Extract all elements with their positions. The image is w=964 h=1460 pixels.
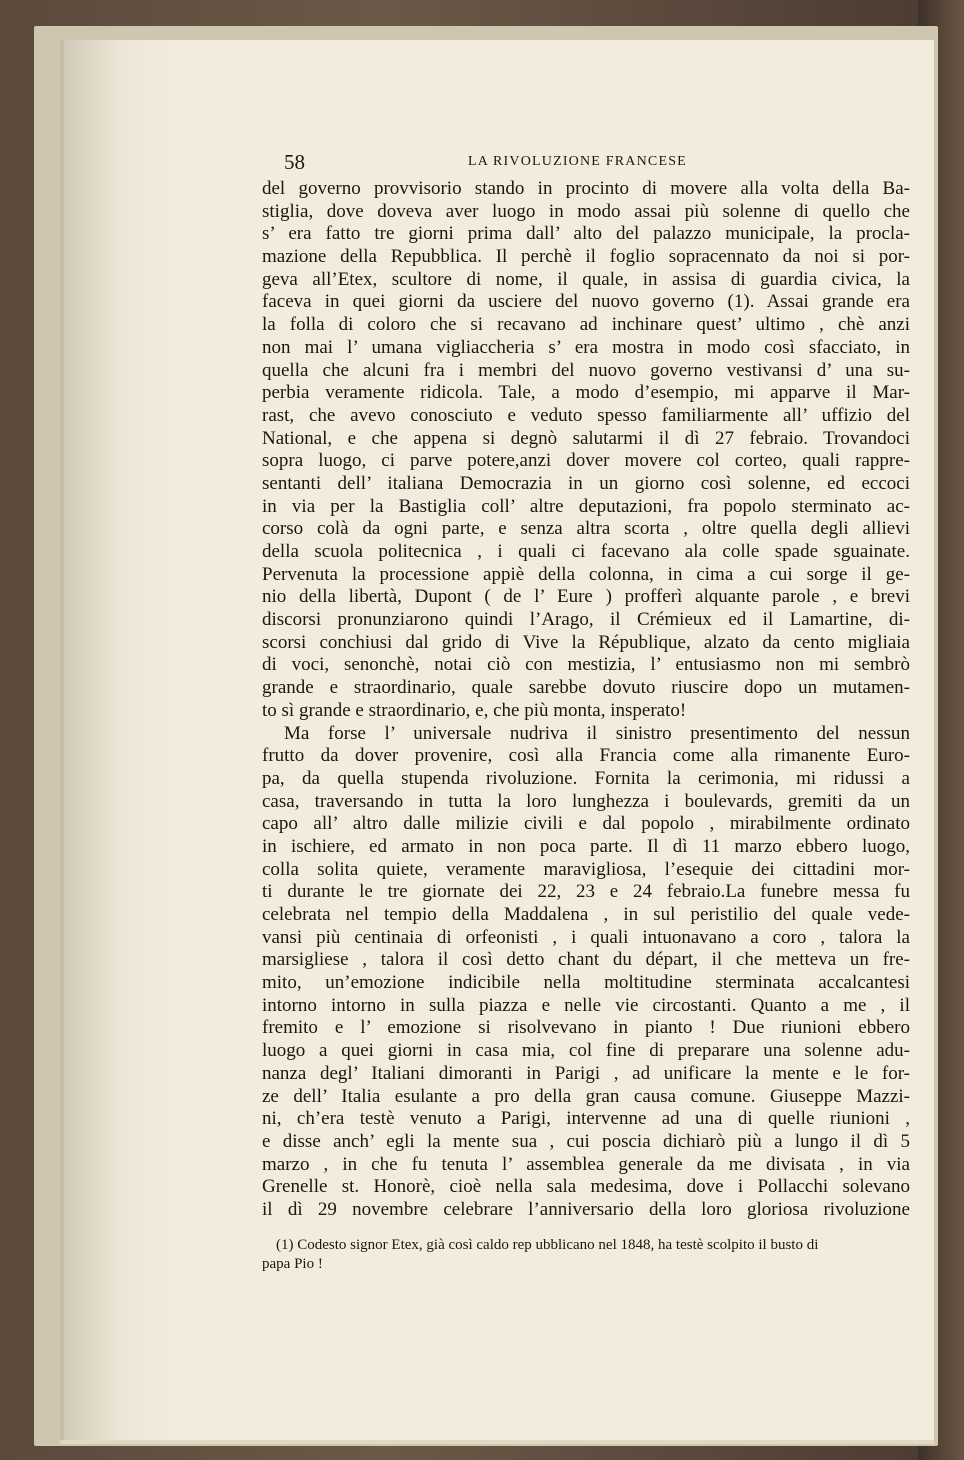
text-line: ni, ch’era testè venuto a Parigi, intervenne ad una di quelle riunioni , (262, 1108, 910, 1130)
text-line: ze dell’ Italia esulante a pro della gran causa comune. Giuseppe Mazzi- (262, 1085, 910, 1107)
text-line: casa, traversando in tutta la loro lunghezza i boulevards, gremiti da un (262, 790, 910, 812)
text-line: s’ era fatto tre giorni prima dall’ alto del palazzo municipale, la procla- (262, 223, 910, 245)
text-line: intorno intorno in sulla piazza e nelle vie circostanti. Quanto a me , il (262, 994, 910, 1016)
text-line: del governo provvisorio stando in procinto di movere alla volta della Ba- (262, 178, 910, 199)
text-line: di voci, senonchè, notai ciò con mestizia, l’ entusiasmo non mi sembrò (262, 654, 910, 676)
text-line: nanza degl’ Italiani dimoranti in Parigi , ad unificare la mente e le for- (262, 1062, 910, 1084)
text-line: frutto da dover provenire, così alla Francia come alla rimanente Euro- (262, 745, 910, 767)
footnote-line: (1) Codesto signor Etex, già così caldo rep ubblicano nel 1848, ha testè scolpito il busto di (276, 1237, 819, 1253)
text-line: stiglia, dove doveva aver luogo in modo assai più solenne di quello che (262, 200, 910, 222)
text-line: marzo , in che fu tenuta l’ assemblea generale da me divisata , in via (262, 1153, 910, 1175)
text-line: della scuola politecnica , i quali ci facevano ala colle spade sguainate. (262, 541, 910, 562)
text-line: sopra luogo, ci parve potere,anzi dover movere col corteo, quali rappre- (262, 450, 910, 472)
text-line: geva all’Etex, scultore di nome, il quale, in assisa di guardia civica, la (262, 268, 910, 290)
page-number: 58 (284, 150, 305, 174)
text-line: capo all’ altro dalle milizie civili e dal popolo , mirabilmente ordinato (262, 813, 910, 835)
text-line: Ma forse l’ universale nudriva il sinistro presentimento del nessun (284, 722, 910, 744)
text-line: Pervenuta la processione appiè della colonna, in cima a cui sorge il ge- (262, 563, 910, 585)
text-line: perbia veramente ridicola. Tale, a modo d’esempio, mi apparve il Mar- (262, 382, 910, 404)
text-line: to sì grande e straordinario, e, che più monta, insperato! (262, 699, 687, 721)
text-line: in via per la Bastiglia coll’ altre deputazioni, fra popolo sterminato ac- (262, 495, 910, 517)
text-line: celebrata nel tempio della Maddalena , in sul peristilio del quale vede- (262, 904, 910, 925)
page-header (284, 150, 914, 176)
text-line: luogo a quei giorni in casa mia, col fine di preparare una solenne adu- (262, 1040, 910, 1062)
body-text (262, 178, 910, 1222)
text-line: discorsi pronunziarono quindi l’Arago, il Crémieux ed il Lamartine, di- (262, 609, 910, 631)
text-line: non mai l’ umana vigliaccheria s’ era mostra in modo così sfacciato, in (262, 336, 910, 358)
text-line: grande e straordinario, quale sarebbe dovuto riuscire dopo un mutamen- (262, 677, 910, 699)
text-line: sentanti dell’ italiana Democrazia in un giorno così solenne, ed eccoci (262, 472, 910, 494)
text-line: marsigliese , talora il così detto chant du départ, il che metteva un fre- (262, 949, 910, 971)
text-line: la folla di coloro che si recavano ad inchinare quest’ ultimo , chè anzi (262, 314, 910, 336)
text-line: in ischiere, ed armato in non poca parte. Il dì 11 marzo ebbero luogo, (262, 835, 910, 857)
text-line: pa, da quella stupenda rivoluzione. Fornita la cerimonia, mi ridussi a (262, 767, 910, 789)
running-head: LA RIVOLUZIONE FRANCESE (468, 154, 687, 169)
text-line: colla solita quiete, veramente maravigliosa, l’esequie dei cittadini mor- (262, 858, 910, 880)
text-line: National, e che appena si degnò salutarmi il dì 27 febraio. Trovandoci (262, 427, 910, 449)
text-line: nio della libertà, Dupont ( de l’ Eure ) profferì alquante parole , e brevi (262, 586, 910, 608)
text-line: vansi più centinaia di orfeonisti , i quali intuonavano a coro , talora la (262, 926, 910, 948)
text-line: corso colà da ogni parte, e senza altra scorta , oltre quella degli allievi (262, 518, 910, 540)
text-line: il dì 29 novembre celebrare l’anniversario della loro gloriosa rivoluzione (262, 1198, 910, 1220)
text-line: mazione della Repubblica. Il perchè il foglio sopracennato da noi si por- (262, 246, 910, 268)
text-line: fremito e l’ emozione si risolvevano in pianto ! Due riunioni ebbero (262, 1017, 910, 1039)
footnote (262, 1236, 910, 1274)
text-line: Grenelle st. Honorè, cioè nella sala medesima, dove i Pollacchi solevano (262, 1176, 910, 1198)
text-line: scorsi conchiusi dal grido di Vive la République, alzato da cento migliaia (262, 631, 910, 653)
text-line: mito, un’emozione indicibile nella moltitudine sterminata accalcantesi (262, 972, 910, 994)
text-line: rast, che avevo conosciuto e veduto spesso familiarmente all’ uffizio del (262, 404, 910, 426)
text-line: e disse anch’ egli la mente sua , cui poscia dichiarò più a lungo il dì 5 (262, 1130, 910, 1152)
text-line: ti durante le tre giornate dei 22, 23 e 24 febraio.La funebre messa fu (262, 881, 910, 903)
text-line: faceva in quei giorni da usciere del nuovo governo (1). Assai grande era (262, 291, 910, 313)
text-line: quella che alcuni fra i membri del nuovo governo vestivansi d’ una su- (262, 359, 910, 381)
footnote-line: papa Pio ! (262, 1256, 323, 1272)
